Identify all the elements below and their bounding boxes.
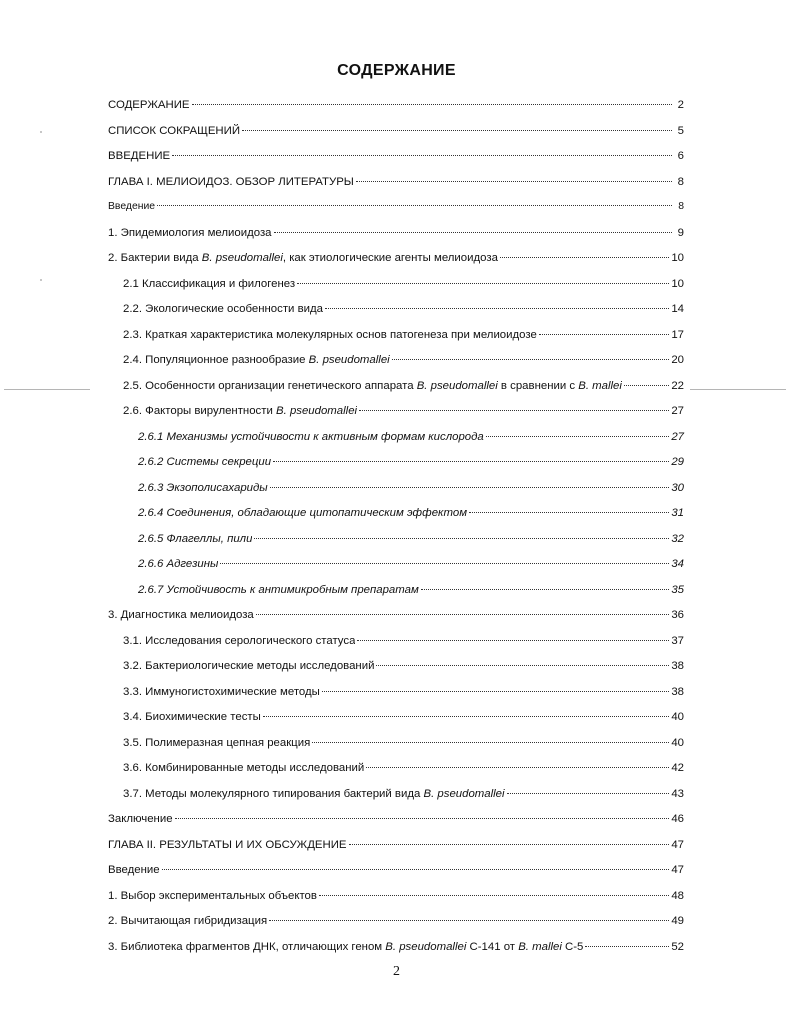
toc-entry: [108, 659, 684, 685]
toc-entry: [108, 430, 684, 456]
toc-entry: [108, 736, 684, 762]
toc-page-number: 42: [671, 762, 684, 774]
toc-page-number: 52: [671, 940, 684, 953]
dot-leader: [269, 920, 669, 921]
toc-page-number: 10: [671, 252, 684, 264]
toc-entry-title: Введение: [108, 201, 156, 212]
toc-entry-title: 2.1 Классификация и филогенез: [123, 277, 296, 290]
toc-entry-title: 2.6.1 Механизмы устойчивости к активным формам кислорода: [138, 430, 484, 443]
toc-entry-title: ГЛАВА II. РЕЗУЛЬТАТЫ И ИХ ОБСУЖДЕНИЕ: [108, 838, 347, 851]
toc-entry-title: 3.4. Биохимические тесты: [123, 711, 261, 723]
toc-entry-title: ВВЕДЕНИЕ: [108, 150, 171, 162]
toc-page-number: 34: [671, 558, 684, 570]
toc-page-number: 2: [677, 99, 684, 111]
dot-leader: [254, 538, 669, 539]
dot-leader: [192, 104, 673, 105]
toc-page-number: 10: [671, 277, 684, 290]
dot-leader: [469, 512, 669, 513]
dot-leader: [322, 691, 670, 692]
toc-entry: [108, 685, 684, 711]
toc-entry: [108, 455, 684, 481]
toc-page-number: 46: [671, 813, 684, 825]
toc-entry: [108, 838, 684, 864]
toc-page-number: 47: [671, 838, 684, 851]
dot-leader: [356, 181, 672, 182]
toc-entry: [108, 889, 684, 915]
dot-leader: [273, 461, 669, 462]
dot-leader: [312, 742, 669, 743]
toc-page-number: 47: [671, 864, 684, 876]
dot-leader: [349, 844, 670, 845]
dot-leader: [263, 716, 670, 717]
toc-text-part: С-141 от: [466, 940, 519, 953]
toc-entry-title: 2.6.6 Адгезины: [138, 558, 219, 570]
toc-page-number: 30: [671, 481, 684, 494]
toc-entry-title: 1. Эпидемиология мелиоидоза: [108, 226, 272, 239]
toc-entry: [108, 277, 684, 303]
toc-entry: [108, 914, 684, 940]
toc-entry-title: СОДЕРЖАНИЕ: [108, 99, 190, 111]
toc-entry: [108, 328, 684, 354]
species-name: B. pseudomallei: [308, 354, 390, 366]
toc-entry: [108, 506, 684, 532]
toc-entry: [108, 634, 684, 660]
dot-leader: [242, 130, 672, 131]
toc-entry: [108, 251, 684, 277]
toc-text-part: 2. Бактерии вида: [108, 252, 202, 264]
toc-page-number: 48: [671, 889, 684, 902]
dot-leader: [539, 334, 670, 335]
dot-leader: [162, 869, 670, 870]
dot-leader: [297, 283, 669, 284]
toc-page-number: 40: [671, 711, 684, 723]
dot-leader: [486, 436, 670, 437]
page-title: СОДЕРЖАНИЕ: [337, 62, 456, 79]
toc-entry-title: 3.5. Полимеразная цепная реакция: [123, 736, 311, 749]
toc-entry-title: 3. Диагностика мелиоидоза: [108, 609, 254, 621]
toc-entry-title: [123, 379, 622, 393]
toc-entry-title: 2. Вычитающая гибридизация: [108, 915, 268, 927]
toc-entry: [108, 557, 684, 583]
species-name: B. mallei: [518, 940, 562, 953]
species-name: B. pseudomallei: [385, 940, 467, 953]
table-of-contents: [108, 98, 684, 965]
dot-leader: [507, 793, 670, 794]
toc-entry-title: 2.6.7 Устойчивость к антимикробным препаратам: [138, 583, 419, 596]
toc-entry-title: 1. Выбор экспериментальных объектов: [108, 889, 317, 902]
toc-page-number: 8: [678, 201, 684, 212]
toc-page-number: 32: [671, 532, 684, 545]
toc-text-part: 3. Библиотека фрагментов ДНК, отличающих геном: [108, 940, 386, 953]
toc-page-number: 40: [671, 736, 684, 749]
dot-leader: [357, 640, 669, 641]
toc-page-number: 20: [671, 354, 684, 366]
toc-text-part: в сравнении с: [497, 379, 579, 392]
toc-entry-title: 2.6.2 Системы секреции: [138, 456, 272, 468]
dot-leader: [366, 767, 669, 768]
toc-entry: [108, 302, 684, 328]
toc-page-number: 27: [671, 430, 684, 443]
toc-entry: [108, 812, 684, 838]
toc-entry-title: [108, 251, 498, 265]
toc-page-number: 9: [677, 226, 684, 239]
toc-entry-title: 2.3. Краткая характеристика молекулярных основ патогенеза при мелиоидозе: [123, 328, 537, 341]
toc-text-part: 2.4. Популяционное разнообразие: [123, 354, 309, 366]
toc-entry: [108, 226, 684, 252]
toc-entry: [108, 710, 684, 736]
toc-page-number: 38: [671, 685, 684, 698]
dot-leader: [325, 308, 669, 309]
toc-page-number: 49: [671, 915, 684, 927]
dot-leader: [270, 487, 670, 488]
toc-page-number: 37: [671, 634, 684, 647]
toc-entry: [108, 940, 684, 966]
dot-leader: [256, 614, 670, 615]
toc-page-number: 6: [677, 150, 684, 162]
toc-entry-title: 3.2. Бактериологические методы исследований: [123, 660, 375, 672]
toc-entry: [108, 379, 684, 405]
toc-entry-title: ГЛАВА I. МЕЛИОИДОЗ. ОБЗОР ЛИТЕРАТУРЫ: [108, 175, 354, 188]
dot-leader: [157, 205, 672, 206]
dot-leader: [585, 946, 669, 947]
toc-entry: [108, 583, 684, 609]
dot-leader: [392, 359, 670, 360]
toc-page-number: 17: [671, 328, 684, 341]
dot-leader: [175, 818, 670, 819]
toc-page-number: 29: [671, 456, 684, 468]
toc-entry-title: Введение: [108, 864, 160, 876]
species-name: B. pseudomallei: [423, 787, 505, 800]
toc-entry: [108, 149, 684, 175]
toc-entry-title: 3.6. Комбинированные методы исследований: [123, 762, 365, 774]
dot-leader: [624, 385, 669, 386]
toc-text-part: 2.5. Особенности организации генетического аппарата: [123, 379, 417, 392]
toc-entry-title: Заключение: [108, 813, 173, 825]
scan-artifact: [4, 389, 90, 390]
toc-entry: [108, 124, 684, 150]
species-name: B. pseudomallei: [276, 405, 358, 417]
toc-page-number: 5: [677, 124, 684, 137]
toc-page-number: 43: [671, 787, 684, 800]
toc-entry: [108, 761, 684, 787]
scan-artifact: [690, 389, 786, 390]
toc-entry: [108, 608, 684, 634]
species-name: B. mallei: [578, 379, 622, 392]
dot-leader: [220, 563, 669, 564]
toc-text-part: С-5: [561, 940, 584, 953]
dot-leader: [421, 589, 670, 590]
toc-entry: [108, 863, 684, 889]
toc-entry-title: [123, 787, 505, 801]
species-name: B. pseudomallei: [416, 379, 498, 392]
toc-text-part: 2.6. Факторы вирулентности: [123, 405, 277, 417]
toc-entry-title: 2.2. Экологические особенности вида: [123, 303, 323, 315]
toc-page-number: 31: [671, 507, 684, 519]
toc-entry: [108, 200, 684, 226]
toc-entry-title: СПИСОК СОКРАЩЕНИЙ: [108, 124, 241, 137]
dot-leader: [319, 895, 669, 896]
toc-entry-title: 3.1. Исследования серологического статуса: [123, 634, 356, 647]
dot-leader: [500, 257, 669, 258]
toc-entry-title: [123, 404, 357, 418]
toc-page-number: 38: [671, 660, 684, 672]
toc-page-number: 22: [671, 379, 684, 392]
toc-entry-title: 2.6.3 Экзополисахариды: [138, 481, 268, 494]
toc-entry-title: [123, 353, 390, 367]
toc-entry: [108, 787, 684, 813]
species-name: B. pseudomallei: [201, 252, 283, 264]
toc-entry-title: 3.3. Иммуногистохимические методы: [123, 685, 320, 698]
dot-leader: [172, 155, 672, 156]
toc-page-number: 8: [677, 175, 684, 188]
toc-entry: [108, 98, 684, 124]
toc-page-number: 14: [671, 303, 684, 315]
toc-entry: [108, 353, 684, 379]
toc-page-number: 35: [671, 583, 684, 596]
toc-entry-title: [108, 940, 583, 954]
toc-entry-title: 2.6.5 Флагеллы, пили: [138, 532, 253, 545]
toc-entry: [108, 404, 684, 430]
toc-text-part: 3.7. Методы молекулярного типирования бактерий вида: [123, 787, 424, 800]
scan-artifact: [40, 279, 42, 281]
page-number: 2: [393, 964, 400, 979]
dot-leader: [359, 410, 669, 411]
toc-page-number: 36: [671, 609, 684, 621]
dot-leader: [274, 232, 672, 233]
toc-entry: [108, 481, 684, 507]
dot-leader: [376, 665, 669, 666]
toc-entry-title: 2.6.4 Соединения, обладающие цитопатическим эффектом: [138, 507, 468, 519]
scan-artifact: [40, 131, 42, 133]
toc-entry: [108, 532, 684, 558]
toc-text-part: , как этиологические агенты мелиоидоза: [282, 252, 498, 264]
toc-page-number: 27: [671, 405, 684, 417]
toc-entry: [108, 175, 684, 201]
